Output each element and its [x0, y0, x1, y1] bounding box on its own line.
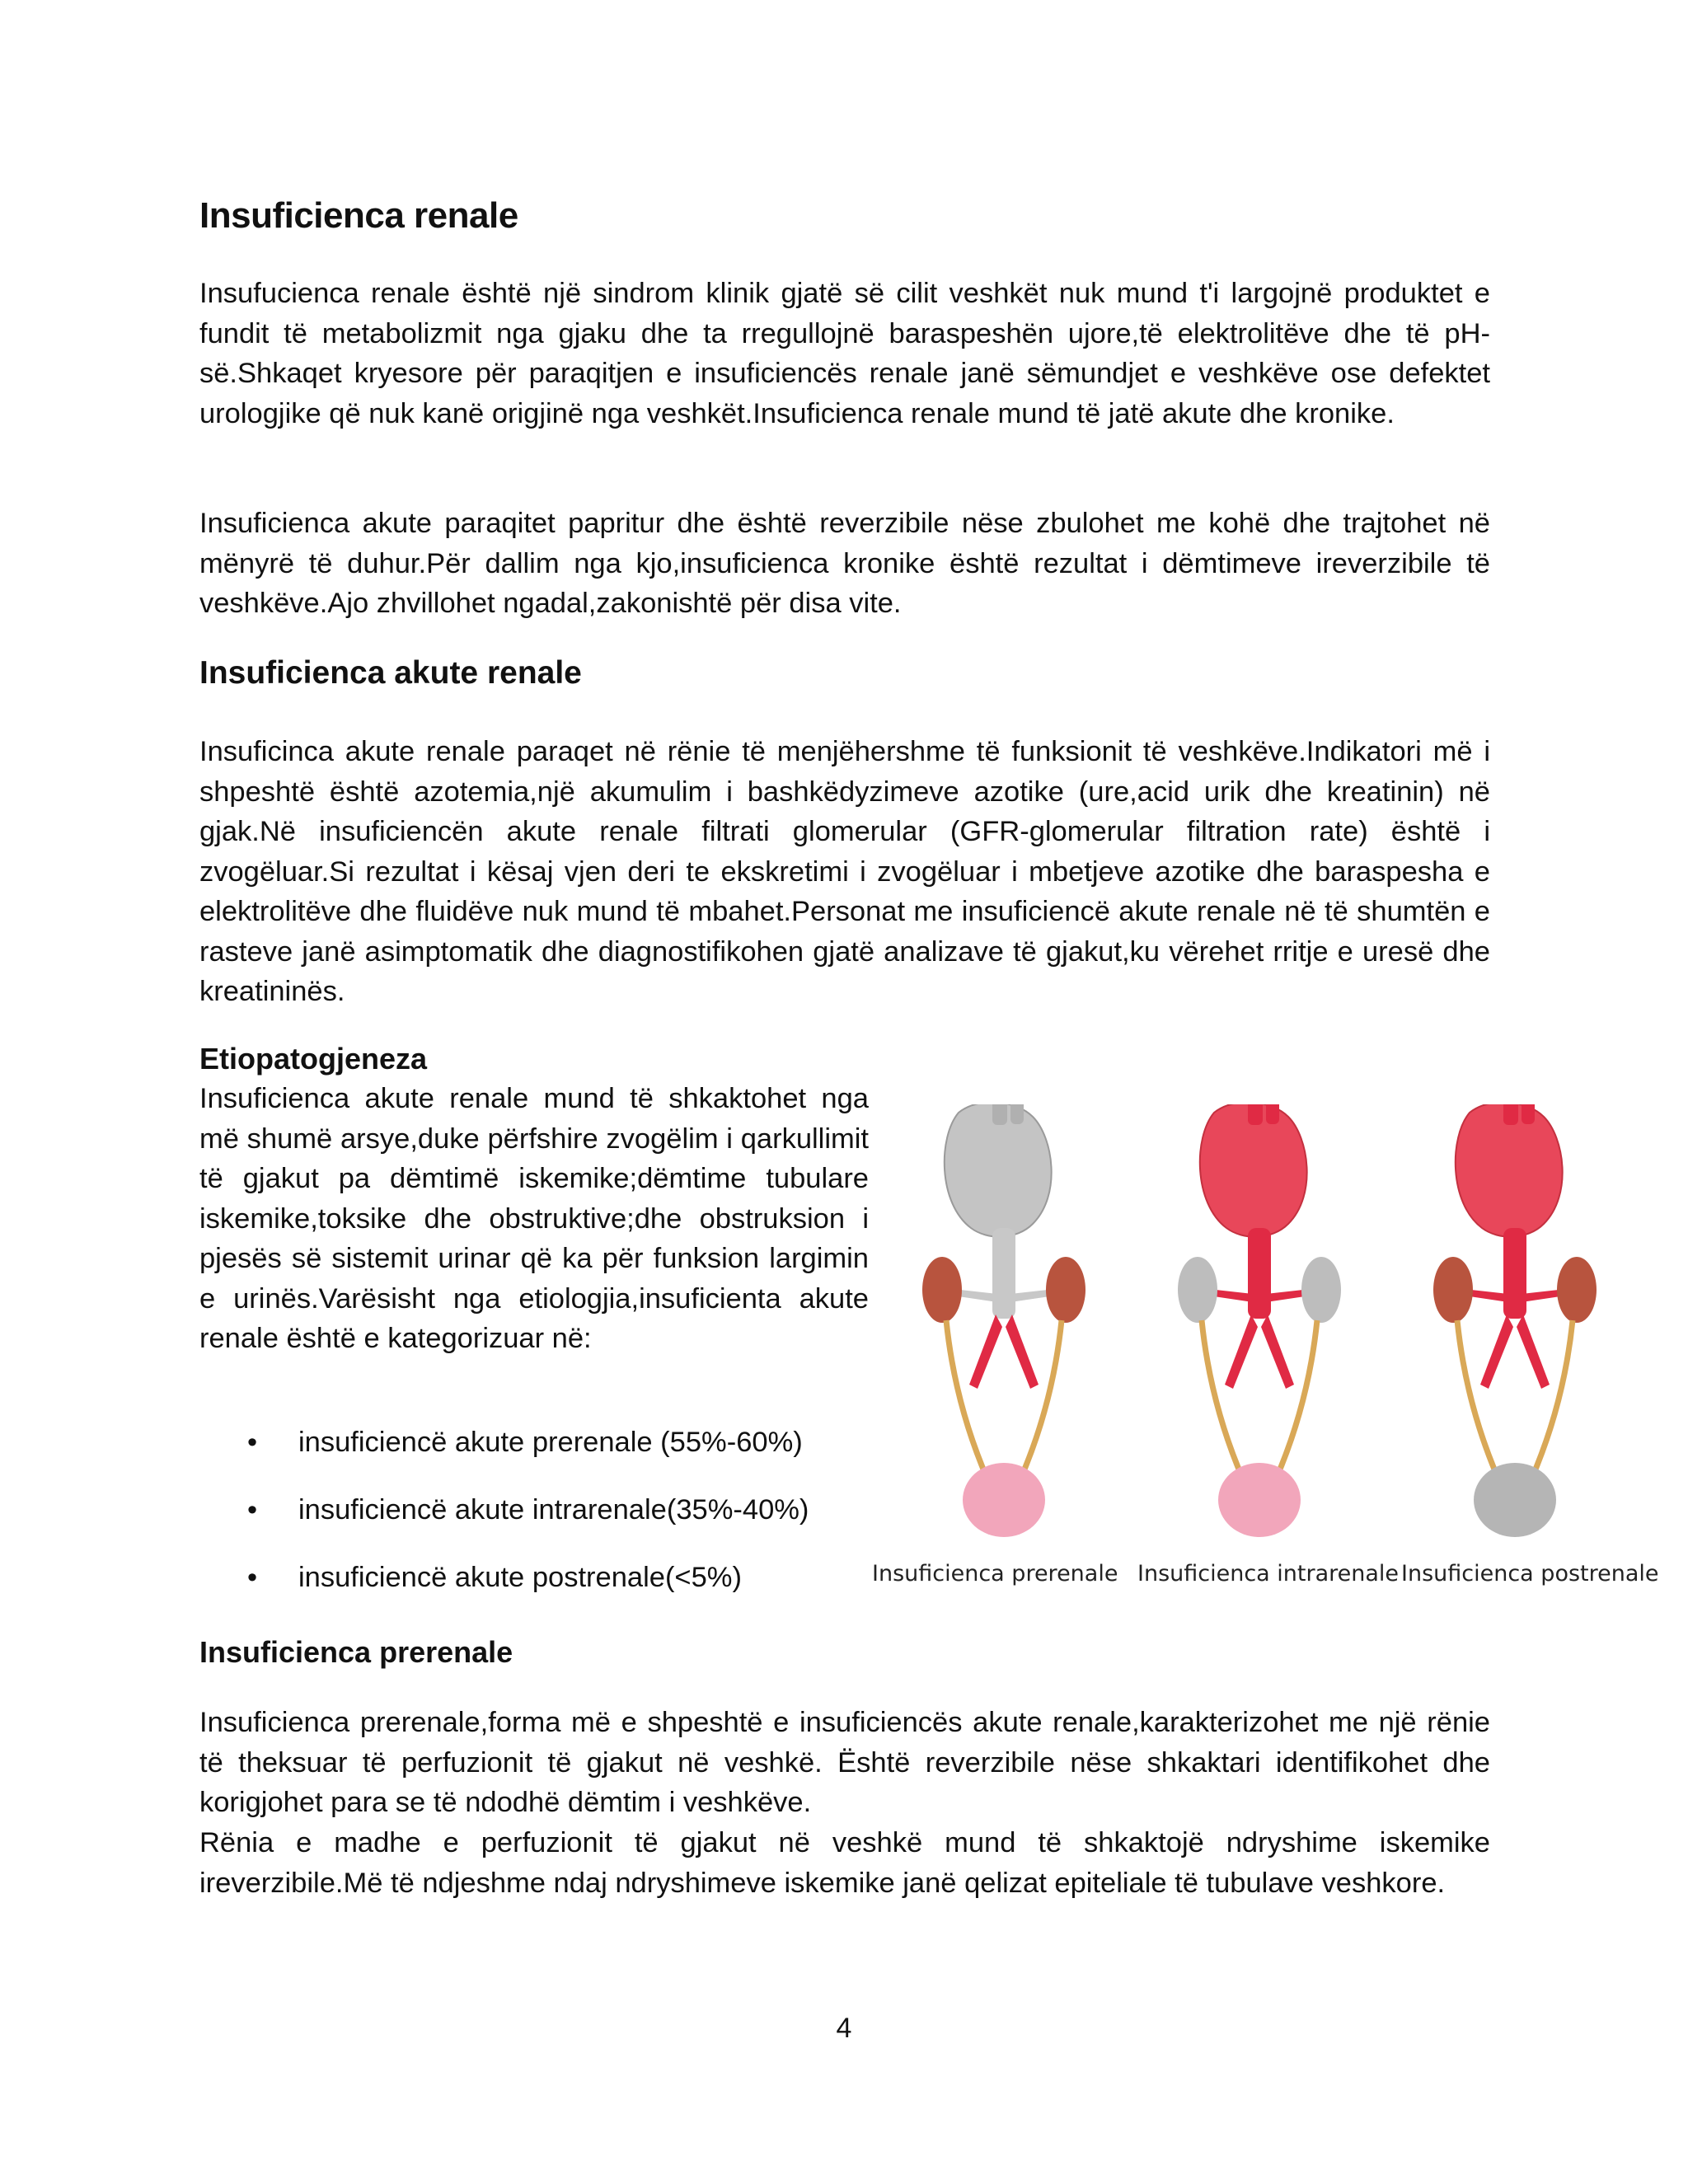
- caption-prerenal: Insuficienca prerenale: [872, 1561, 1118, 1586]
- list-item: [199, 1422, 859, 1490]
- urinary-system-figure: [872, 1104, 1647, 1599]
- urinary-system-illustration: [872, 1104, 1647, 1549]
- prerenal-paragraph-1: Insuficienca prerenale,forma më e shpeshtë e insuficiencës akute renale,karakterizohet me një rënie të theksuar të perfuzionit të gjakut në veshkë. Është reverzibile nëse shkaktari identifikohet dhe korigjohet para se të ndodhë dëmtim i veshkëve.: [199, 1707, 1490, 1818]
- postrenal-figure: [1433, 1104, 1597, 1537]
- bullet-icon: •: [247, 1494, 258, 1526]
- page-number: 4: [836, 2013, 852, 2044]
- prerenal-heading: Insuficienca prerenale: [199, 1635, 513, 1669]
- caption-intrarenal: Insuficienca intrarenale: [1137, 1561, 1400, 1586]
- etiopathogenesis-paragraph: Insuficienca akute renale mund të shkaktohet nga më shumë arsye,duke përfshire zvogëlim i qarkullimit të gjakut pa dëmtimë iskemike;dëmtime tubulare iskemike,toksike dhe obstruktive;dhe obstruksion i pjesës së sistemit urinar që ka për funksion largimin e urinës.Varësisht nga etiologjia,insuficienta akute renale është e kategorizuar në:: [199, 1083, 869, 1354]
- list-item: [199, 1558, 859, 1625]
- list-item-text: insuficiencë akute prerenale (55%-60%): [298, 1427, 803, 1458]
- acute-paragraph: Insuficinca akute renale paraqet në rënie të menjëhershme të funksionit të veshkëve.Indikatori më i shpeshtë është azotemia,një akumulim i bashkëdyzimeve azotike (ure,acid urik dhe kreatinin) në gjak.Në insuficiencën akute renale filtrati glomerular (GFR-glomerular filtration rate) është i zvogëluar.Si rezultat i kësaj vjen deri te ekskretimi i zvogëluar i mbetjeve azotike dhe baraspesha e elektrolitëve dhe fluidëve nuk mund të mbahet.Personat me insuficiencë akute renale në të shumtën e rasteve janë asimptomatik dhe diagnostifikohen gjatë analizave të gjakut,ku vërehet rritje e uresë dhe kreatininës.: [199, 736, 1490, 1007]
- list-item: [199, 1490, 859, 1558]
- intrarenal-figure: [1178, 1104, 1341, 1537]
- intro-paragraph-1: Insufucienca renale është një sindrom klinik gjatë së cilit veshkët nuk mund t'i largojnë produktet e fundit të metabolizmit nga gjaku dhe ta rregullojnë baraspeshën ujore,të elektrolitëve dhe të pH-së.Shkaqet kryesore për paraqitjen e insuficiencës renale janë sëmundjet e veshkëve ose defektet urologjike që nuk kanë origjinë nga veshkët.Insuficienca renale mund të jatë akute dhe kronike.: [199, 278, 1490, 429]
- bullet-icon: •: [247, 1427, 258, 1458]
- acute-heading: Insuficienca akute renale: [199, 655, 582, 691]
- list-item-text: insuficiencë akute intrarenale(35%-40%): [298, 1494, 809, 1526]
- prerenal-paragraph-2: Rënia e madhe e perfuzionit të gjakut në veshkë mund të shkaktojë ndryshime iskemike ireverzibile.Më të ndjeshme ndaj ndryshimeve iskemike janë qelizat epiteliale të tubulave veshkore.: [199, 1827, 1490, 1899]
- category-list: [199, 1422, 859, 1625]
- etiopathogenesis-heading: Etiopatogjeneza: [199, 1042, 428, 1076]
- prerenal-figure: [922, 1104, 1085, 1537]
- page-title: Insuficienca renale: [199, 195, 518, 236]
- list-item-text: insuficiencë akute postrenale(<5%): [298, 1562, 742, 1593]
- caption-postrenal: Insuficienca postrenale: [1401, 1561, 1659, 1586]
- intro-paragraph-2: Insuficienca akute paraqitet papritur dhe është reverzibile nëse zbulohet me kohë dhe trajtohet në mënyrë të duhur.Për dallim nga kjo,insuficienca kronike është rezultat i dëmtimeve ireverzibile të veshkëve.Ajo zhvillohet ngadal,zakonishtë për disa vite.: [199, 508, 1490, 619]
- bullet-icon: •: [247, 1562, 258, 1593]
